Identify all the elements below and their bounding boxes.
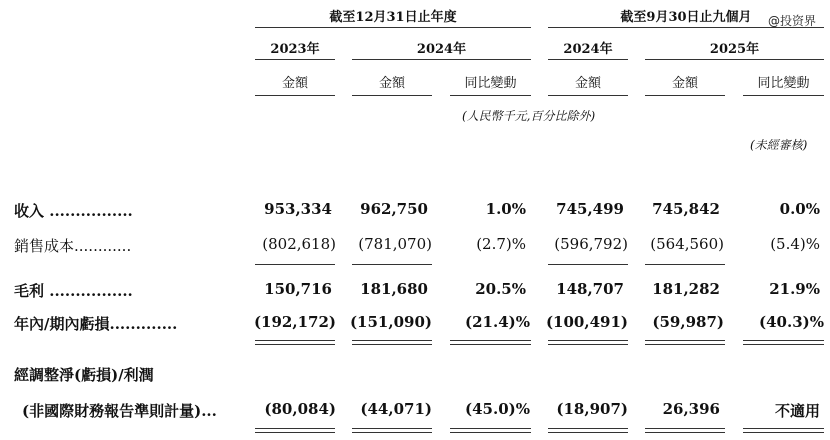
gross-2024-nine: 148,707: [556, 280, 624, 298]
year-2025: 2025年: [709, 42, 760, 57]
period-annual-header: 截至12月31日止年度: [329, 10, 457, 25]
rule-above-gross-5: [645, 264, 725, 265]
col-header-5: 金額: [671, 76, 698, 91]
revenue-2024-nine: 745,499: [556, 200, 624, 218]
dbl-rule-loss-6: [743, 340, 824, 345]
loss-2025-nine: (59,987): [652, 313, 724, 331]
gross-2023: 150,716: [264, 280, 332, 298]
unit-note: (人民幣千元,百分比除外): [462, 109, 596, 123]
col-header-5-rule: [645, 95, 725, 96]
gross-yoy-annual: 20.5%: [475, 280, 526, 298]
row-label-loss: 年內/期內虧損.............: [14, 315, 178, 333]
cost-2024: (781,070): [358, 235, 432, 253]
rule-above-gross-2: [352, 264, 432, 265]
dbl-rule-loss-2: [352, 340, 432, 345]
adjusted-2024-nine: (18,907): [556, 400, 628, 418]
dbl-rule-loss-4: [548, 340, 628, 345]
dbl-rule-loss-5: [645, 340, 725, 345]
adjusted-2023: (80,084): [264, 400, 336, 418]
col-header-6: 同比變動: [757, 76, 810, 91]
col-header-6-rule: [743, 95, 824, 96]
loss-2023: (192,172): [253, 313, 336, 331]
period-nine-header: 截至9月30日止九個月: [620, 10, 752, 25]
row-label-non-ifrs: (非國際財務報告準則計量)...: [22, 402, 217, 420]
col-header-2: 金額: [378, 76, 405, 91]
year-2024-annual-rule: [352, 59, 531, 60]
gross-2024: 181,680: [360, 280, 428, 298]
year-2025-rule: [645, 59, 824, 60]
dbl-rule-loss-3: [450, 340, 531, 345]
col-header-1: 金額: [281, 76, 308, 91]
col-header-3-rule: [450, 95, 531, 96]
col-header-4: 金額: [574, 76, 601, 91]
loss-yoy-annual: (21.4)%: [465, 313, 530, 331]
audit-note: (未經審核): [750, 138, 808, 152]
row-label-gross-profit: 毛利 ................: [14, 282, 133, 300]
revenue-2023: 953,334: [264, 200, 332, 218]
dbl-rule-adj-5: [645, 428, 725, 433]
cost-2025-nine: (564,560): [650, 235, 724, 253]
dbl-rule-adj-2: [352, 428, 432, 433]
row-label-revenue: 收入 ................: [14, 202, 133, 220]
adjusted-2025-nine: 26,396: [662, 400, 720, 418]
year-2024-nine: 2024年: [563, 42, 613, 57]
year-2024-nine-rule: [548, 59, 628, 60]
revenue-yoy-nine: 0.0%: [779, 200, 820, 218]
gross-2025-nine: 181,282: [652, 280, 720, 298]
dbl-rule-adj-6: [743, 428, 824, 433]
revenue-2024: 962,750: [360, 200, 428, 218]
col-header-3: 同比變動: [464, 76, 517, 91]
revenue-2025-nine: 745,842: [652, 200, 720, 218]
adjusted-yoy-annual: (45.0)%: [465, 400, 530, 418]
adjusted-yoy-nine: 不適用: [774, 402, 820, 420]
cost-2023: (802,618): [262, 235, 336, 253]
cost-2024-nine: (596,792): [554, 235, 628, 253]
rule-above-gross-4: [548, 264, 628, 265]
row-label-cost-of-sales: 銷售成本............: [14, 237, 132, 255]
col-header-4-rule: [548, 95, 628, 96]
rule-above-gross-1: [255, 264, 335, 265]
year-2024-annual: 2024年: [416, 42, 467, 57]
watermark: @投资界: [768, 14, 817, 28]
dbl-rule-adj-1: [255, 428, 335, 433]
cost-yoy-annual: (2.7)%: [476, 235, 526, 253]
row-label-adjusted: 經調整淨(虧損)/利潤: [14, 366, 154, 384]
period-nine-rule: [548, 27, 824, 28]
dbl-rule-adj-3: [450, 428, 531, 433]
year-2023-rule: [255, 59, 335, 60]
gross-yoy-nine: 21.9%: [769, 280, 820, 298]
loss-2024: (151,090): [349, 313, 432, 331]
dbl-rule-adj-4: [548, 428, 628, 433]
loss-2024-nine: (100,491): [545, 313, 628, 331]
adjusted-2024: (44,071): [360, 400, 432, 418]
period-annual-rule: [255, 27, 531, 28]
revenue-yoy-annual: 1.0%: [485, 200, 526, 218]
dbl-rule-loss-1: [255, 340, 335, 345]
loss-yoy-nine: (40.3)%: [759, 313, 824, 331]
year-2023: 2023年: [270, 42, 320, 57]
cost-yoy-nine: (5.4)%: [770, 235, 820, 253]
col-header-2-rule: [352, 95, 432, 96]
col-header-1-rule: [255, 95, 335, 96]
